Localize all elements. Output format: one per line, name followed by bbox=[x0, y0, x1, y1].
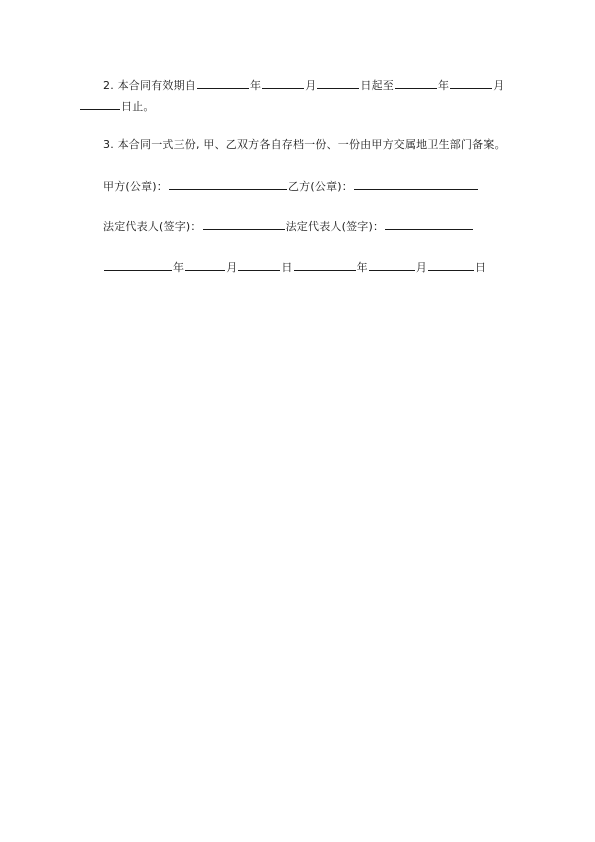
validity-prefix: 2. 本合同有效期自 bbox=[103, 79, 196, 92]
copies-text: 3. 本合同一式三份, 甲、乙双方各自存档一份、一份由甲方交属地卫生部门备案。 bbox=[103, 138, 506, 151]
end-day-blank[interactable] bbox=[80, 98, 120, 110]
date-b-year-blank[interactable] bbox=[294, 259, 356, 271]
date-line bbox=[103, 259, 486, 275]
date-b-year: 年 bbox=[356, 261, 368, 274]
seal-line bbox=[103, 178, 479, 194]
date-a-year-blank[interactable] bbox=[104, 259, 172, 271]
start-month-blank[interactable] bbox=[262, 77, 304, 89]
end-year-blank[interactable] bbox=[395, 77, 437, 89]
rep-a-signature-blank[interactable] bbox=[203, 218, 285, 230]
date-b-day: 日 bbox=[475, 261, 487, 274]
validity-clause-line-1 bbox=[103, 77, 504, 93]
end-month-blank[interactable] bbox=[450, 77, 492, 89]
validity-clause-line-2 bbox=[79, 98, 155, 114]
validity-day-to: 日起至 bbox=[360, 79, 395, 92]
date-a-year: 年 bbox=[173, 261, 185, 274]
validity-year-2: 年 bbox=[438, 79, 450, 92]
date-b-month-blank[interactable] bbox=[369, 259, 415, 271]
date-b-month: 月 bbox=[415, 261, 428, 274]
representative-line bbox=[103, 218, 474, 234]
date-a-day: 日 bbox=[281, 261, 293, 274]
validity-month-2: 月 bbox=[493, 79, 505, 92]
date-a-month-blank[interactable] bbox=[185, 259, 225, 271]
validity-year-1: 年 bbox=[250, 79, 262, 92]
party-b-seal-blank[interactable] bbox=[354, 178, 478, 190]
rep-b-label: 法定代表人(签字)： bbox=[285, 220, 385, 233]
rep-b-signature-blank[interactable] bbox=[385, 218, 473, 230]
start-year-blank[interactable] bbox=[197, 77, 249, 89]
date-b-day-blank[interactable] bbox=[428, 259, 474, 271]
date-a-month: 月 bbox=[226, 261, 238, 274]
party-b-seal-label: 乙方(公章)： bbox=[287, 180, 353, 193]
validity-end: 日止。 bbox=[121, 100, 155, 113]
copies-clause bbox=[103, 138, 506, 152]
date-a-day-blank[interactable] bbox=[238, 259, 280, 271]
validity-month-1: 月 bbox=[305, 79, 317, 92]
start-day-blank[interactable] bbox=[317, 77, 359, 89]
rep-a-label: 法定代表人(签字)： bbox=[103, 220, 202, 233]
party-a-seal-label: 甲方(公章)： bbox=[103, 180, 168, 193]
party-a-seal-blank[interactable] bbox=[169, 178, 287, 190]
